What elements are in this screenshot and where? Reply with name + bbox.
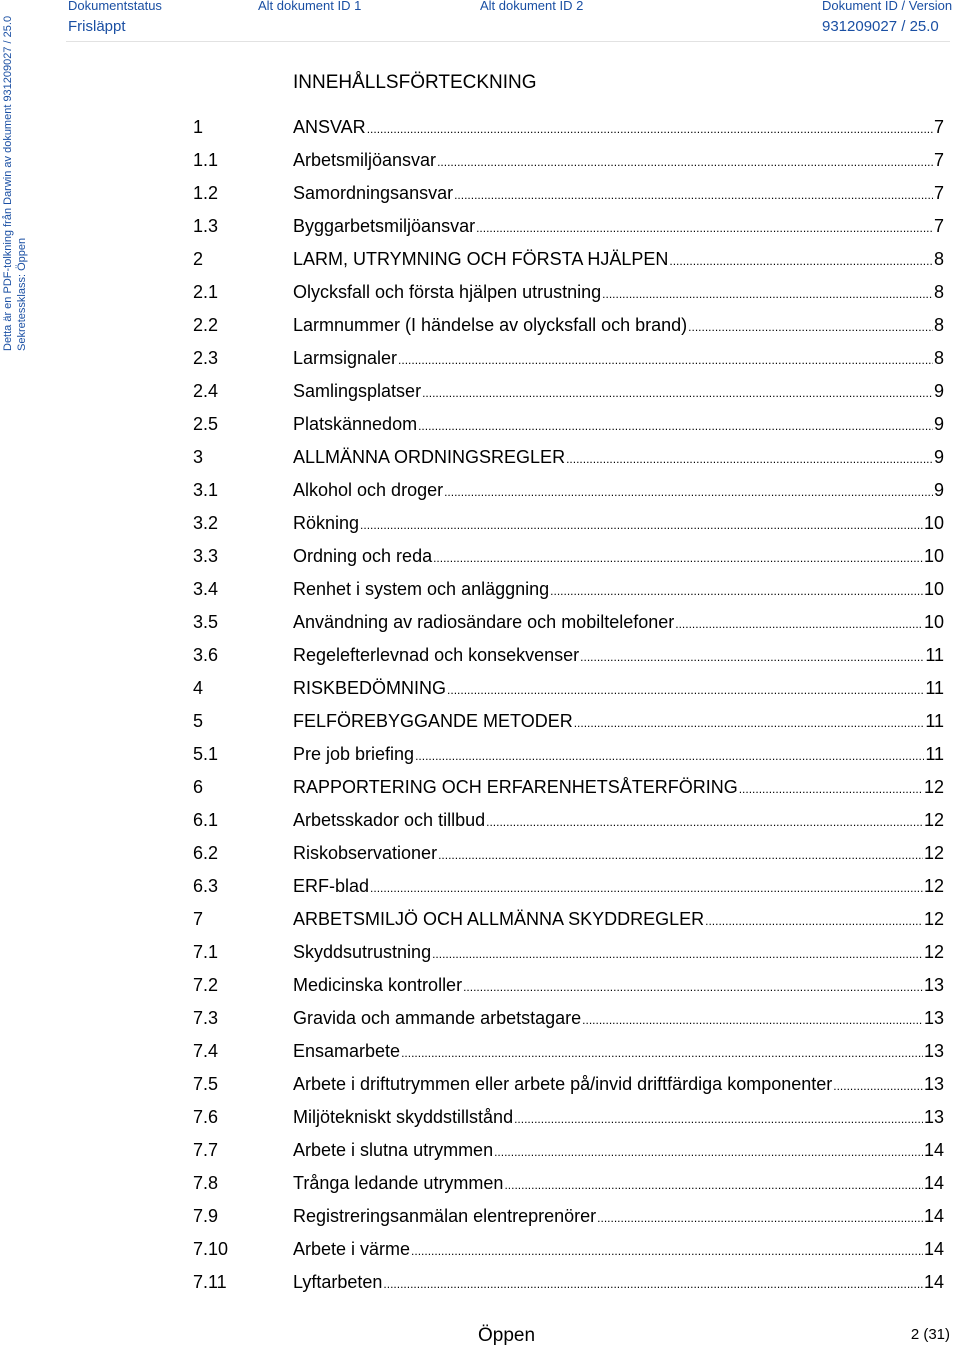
toc-entry[interactable] [0, 1037, 960, 1070]
toc-entry-title: Alkohol och droger [293, 480, 444, 500]
toc-dot-leader [398, 353, 933, 367]
toc-entry-title: Renhet i system och anläggning [293, 579, 550, 599]
toc-entry-title: ARBETSMILJÖ OCH ALLMÄNNA SKYDDREGLER [293, 909, 705, 929]
toc-entry-number: 7.8 [193, 1173, 219, 1193]
toc-dot-leader [411, 1244, 923, 1258]
toc-entry-number: 2.3 [193, 348, 219, 368]
toc-entry-number: 1.1 [193, 150, 219, 170]
toc-entry-title: Trånga ledande utrymmen [293, 1173, 504, 1193]
toc-entry[interactable] [0, 476, 960, 509]
toc-entry-page: 12 [923, 843, 944, 863]
toc-dot-leader [494, 1145, 923, 1159]
toc-entry-page: 7 [933, 150, 944, 170]
toc-entry-page: 13 [923, 1074, 944, 1094]
toc-entry-title: Användning av radiosändare och mobiltelefoner [293, 612, 675, 632]
toc-entry-line [293, 117, 944, 138]
toc-entry-line [293, 513, 944, 534]
toc-entry-title: LARM, UTRYMNING OCH FÖRSTA HJÄLPEN [293, 249, 669, 269]
toc-entry-page: 9 [933, 447, 944, 467]
toc-entry[interactable] [0, 773, 960, 806]
toc-entry-line [293, 843, 944, 864]
header-label-status: Dokumentstatus [68, 0, 162, 13]
toc-entry[interactable] [0, 410, 960, 443]
toc-entry-line [293, 381, 944, 402]
toc-entry-line [293, 315, 944, 336]
footer-page-number: 2 (31) [910, 1326, 950, 1343]
toc-dot-leader [370, 881, 923, 895]
toc-dot-leader [833, 1079, 923, 1093]
toc-entry-number: 7.7 [193, 1140, 219, 1160]
toc-entry-title: Arbetsskador och tillbud [293, 810, 486, 830]
toc-entry-page: 10 [923, 579, 944, 599]
toc-dot-leader [463, 980, 923, 994]
toc-entry-line [293, 744, 944, 765]
toc-entry-page: 11 [925, 645, 944, 665]
toc-entry-page: 12 [923, 876, 944, 896]
toc-entry[interactable] [0, 1103, 960, 1136]
toc-entry-title: Larmsignaler [293, 348, 398, 368]
toc-dot-leader [705, 914, 923, 928]
toc-entry[interactable] [0, 872, 960, 905]
toc-entry-title: Skyddsutrustning [293, 942, 432, 962]
toc-entry[interactable] [0, 1268, 960, 1301]
toc-dot-leader [566, 452, 933, 466]
toc-entry[interactable] [0, 971, 960, 1004]
toc-entry-title: Arbete i värme [293, 1239, 411, 1259]
toc-dot-leader [422, 386, 933, 400]
toc-entry[interactable] [0, 905, 960, 938]
toc-entry-title: Arbetsmiljöansvar [293, 150, 437, 170]
toc-entry-page: 11 [925, 744, 944, 764]
toc-entry[interactable] [0, 146, 960, 179]
toc-dot-leader [367, 122, 933, 136]
toc-entry-number: 2.5 [193, 414, 219, 434]
toc-entry-title: Arbete i driftutrymmen eller arbete på/invid driftfärdiga komponenter [293, 1074, 833, 1094]
toc-entry-number: 7 [193, 909, 204, 929]
toc-entry-number: 1.3 [193, 216, 219, 236]
toc-entry-line [293, 1206, 944, 1227]
toc-entry-title: Olycksfall och första hjälpen utrustning [293, 282, 602, 302]
toc-entry-title: Miljötekniskt skyddstillstånd [293, 1107, 514, 1127]
toc-entry-title: Lyftarbeten [293, 1272, 383, 1292]
toc-entry-title: Larmnummer (I händelse av olycksfall och brand) [293, 315, 688, 335]
toc-entry[interactable] [0, 1169, 960, 1202]
toc-entry-title: Byggarbetsmiljöansvar [293, 216, 476, 236]
toc-entry-line [293, 612, 944, 633]
toc-entry-line [293, 942, 944, 963]
toc-entry-title: Riskobservationer [293, 843, 438, 863]
toc-entry-title: Samordningsansvar [293, 183, 454, 203]
toc-entry[interactable] [0, 707, 960, 740]
toc-entry[interactable] [0, 377, 960, 410]
toc-entry-number: 3.5 [193, 612, 219, 632]
toc-entry[interactable] [0, 443, 960, 476]
toc-dot-leader [688, 320, 933, 334]
toc-entry-number: 7.1 [193, 942, 219, 962]
toc-entry-line [293, 216, 944, 237]
toc-entry-line [293, 1041, 944, 1062]
toc-entry[interactable] [0, 179, 960, 212]
toc-dot-leader [597, 1211, 923, 1225]
toc-dot-leader [486, 815, 923, 829]
toc-entry-title: Ordning och reda [293, 546, 433, 566]
toc-entry-page: 8 [933, 249, 944, 269]
toc-entry-number: 2.1 [193, 282, 219, 302]
toc-entry[interactable] [0, 1004, 960, 1037]
toc-entry-line [293, 546, 944, 567]
toc-entry-number: 5.1 [193, 744, 219, 764]
toc-entry-number: 1 [193, 117, 204, 137]
toc-dot-leader [401, 1046, 923, 1060]
toc-entry[interactable] [0, 278, 960, 311]
toc-entry-page: 14 [923, 1239, 944, 1259]
toc-dot-leader [438, 848, 923, 862]
toc-entry-line [293, 777, 944, 798]
toc-entry-line [293, 183, 944, 204]
toc-entry-number: 3.4 [193, 579, 219, 599]
toc-entry-number: 6 [193, 777, 204, 797]
toc-entry[interactable] [0, 674, 960, 707]
toc-entry-title: FELFÖREBYGGANDE METODER [293, 711, 573, 731]
toc-entry-title: Rökning [293, 513, 360, 533]
header-value-status: Frisläppt [68, 18, 126, 35]
toc-entry-line [293, 975, 944, 996]
toc-dot-leader [476, 221, 933, 235]
header-value-doc: 931209027 / 25.0 [822, 18, 939, 35]
toc-dot-leader [669, 254, 933, 268]
toc-entry-title: ALLMÄNNA ORDNINGSREGLER [293, 447, 566, 467]
toc-entry[interactable] [0, 740, 960, 773]
toc-entry[interactable] [0, 608, 960, 641]
toc-entry-title: ERF-blad [293, 876, 370, 896]
toc-entry[interactable] [0, 806, 960, 839]
toc-entry-title: Regelefterlevnad och konsekvenser [293, 645, 580, 665]
toc-entry[interactable] [0, 839, 960, 872]
toc-entry-line [293, 447, 944, 468]
toc-entry-page: 12 [923, 810, 944, 830]
toc-dot-leader [582, 1013, 923, 1027]
toc-dot-leader [437, 155, 933, 169]
toc-entry-line [293, 810, 944, 831]
toc-entry-line [293, 1239, 944, 1260]
toc-entry-page: 13 [923, 975, 944, 995]
toc-entry-number: 7.3 [193, 1008, 219, 1028]
toc-entry-page: 14 [923, 1173, 944, 1193]
toc-entry-number: 2.2 [193, 315, 219, 335]
footer-classification: Öppen [478, 1325, 536, 1346]
toc-entry-line [293, 1173, 944, 1194]
toc-entry-line [293, 414, 944, 435]
toc-entry-page: 11 [925, 678, 944, 698]
toc-entry-page: 11 [925, 711, 944, 731]
toc-entry-number: 7.4 [193, 1041, 219, 1061]
toc-dot-leader [514, 1112, 923, 1126]
toc-entry-number: 5 [193, 711, 204, 731]
toc-entry-number: 3.1 [193, 480, 219, 500]
toc-entry-page: 9 [933, 381, 944, 401]
toc-entry-number: 3.3 [193, 546, 219, 566]
toc-entry-line [293, 1140, 944, 1161]
toc-entry-title: Samlingsplatser [293, 381, 422, 401]
toc-entry-page: 7 [933, 183, 944, 203]
toc-dot-leader [418, 419, 933, 433]
toc-entry-page: 12 [923, 909, 944, 929]
toc-entry-line [293, 249, 944, 270]
toc-entry[interactable] [0, 344, 960, 377]
toc-entry-page: 12 [923, 942, 944, 962]
toc-entry-title: Arbete i slutna utrymmen [293, 1140, 494, 1160]
toc-dot-leader [580, 650, 924, 664]
toc-entry-title: Registreringsanmälan elentreprenörer [293, 1206, 597, 1226]
toc-entry-number: 2.4 [193, 381, 219, 401]
toc-entry-line [293, 282, 944, 303]
toc-entry-number: 3 [193, 447, 204, 467]
toc-entry[interactable] [0, 641, 960, 674]
toc-dot-leader [550, 584, 923, 598]
toc-entry[interactable] [0, 575, 960, 608]
toc-entry-number: 4 [193, 678, 204, 698]
header-divider [66, 41, 950, 42]
toc-entry[interactable] [0, 1070, 960, 1103]
toc-entry-line [293, 150, 944, 171]
toc-entry-number: 6.2 [193, 843, 219, 863]
toc-dot-leader [504, 1178, 923, 1192]
toc-entry-title: Platskännedom [293, 414, 418, 434]
toc-entry[interactable] [0, 1202, 960, 1235]
toc-dot-leader [433, 551, 923, 565]
toc-entry-number: 7.10 [193, 1239, 229, 1259]
toc-dot-leader [574, 716, 925, 730]
toc-entry-title: Medicinska kontroller [293, 975, 463, 995]
toc-entry-line [293, 1008, 944, 1029]
toc-entry-page: 7 [933, 117, 944, 137]
toc-entry-title: RISKBEDÖMNING [293, 678, 447, 698]
toc-entry-line [293, 909, 944, 930]
toc-entry-number: 7.6 [193, 1107, 219, 1127]
toc-entry-page: 12 [923, 777, 944, 797]
toc-entry-page: 10 [923, 546, 944, 566]
toc-dot-leader [739, 782, 923, 796]
toc-entry[interactable] [0, 113, 960, 146]
toc-entry[interactable] [0, 1136, 960, 1169]
toc-dot-leader [602, 287, 933, 301]
pdf-origin-note: Detta är en PDF-tolkning från Darwin av dokument 931209027 / 25.0 [2, 15, 14, 351]
toc-entry-page: 13 [923, 1041, 944, 1061]
toc-entry-title: RAPPORTERING OCH ERFARENHETSÅTERFÖRING [293, 777, 738, 797]
toc-entry-page: 10 [923, 612, 944, 632]
toc-entry-line [293, 1107, 944, 1128]
toc-entry-page: 10 [923, 513, 944, 533]
toc-dot-leader [360, 518, 923, 532]
toc-dot-leader [383, 1277, 923, 1291]
toc-entry-title: ANSVAR [293, 117, 366, 137]
classification-note: Sekretessklass: Öppen [16, 237, 28, 351]
toc-entry-line [293, 678, 944, 699]
header-labels [0, 0, 960, 14]
toc-dot-leader [454, 188, 933, 202]
toc-entry-number: 3.2 [193, 513, 219, 533]
toc-entry[interactable] [0, 1235, 960, 1268]
toc-entry-page: 13 [923, 1107, 944, 1127]
toc-entry[interactable] [0, 509, 960, 542]
toc-entry-page: 7 [933, 216, 944, 236]
toc-title: INNEHÅLLSFÖRTECKNING [293, 72, 537, 93]
toc-entry-title: Gravida och ammande arbetstagare [293, 1008, 582, 1028]
toc-entry-number: 2 [193, 249, 204, 269]
toc-dot-leader [415, 749, 924, 763]
toc-entry-page: 9 [933, 414, 944, 434]
toc-entry[interactable] [0, 311, 960, 344]
toc-entry-number: 1.2 [193, 183, 219, 203]
header-label-alt1: Alt dokument ID 1 [258, 0, 362, 13]
toc-entry-line [293, 348, 944, 369]
toc-entry-number: 7.2 [193, 975, 219, 995]
toc-entry-line [293, 480, 944, 501]
toc-entry-title: Ensamarbete [293, 1041, 401, 1061]
header-values [0, 18, 960, 38]
toc-entry-page: 14 [923, 1206, 944, 1226]
toc-entry-number: 7.5 [193, 1074, 219, 1094]
toc-entry-line [293, 711, 944, 732]
toc-entry[interactable] [0, 542, 960, 575]
toc-entry-page: 14 [923, 1272, 944, 1292]
toc-dot-leader [432, 947, 923, 961]
toc-entry-title: Pre job briefing [293, 744, 415, 764]
toc-entry-number: 7.9 [193, 1206, 219, 1226]
toc-entry-line [293, 579, 944, 600]
toc-entry-page: 9 [933, 480, 944, 500]
toc-entry-line [293, 876, 944, 897]
toc-entry[interactable] [0, 245, 960, 278]
toc-entry-page: 8 [933, 315, 944, 335]
toc-entry-line [293, 645, 944, 666]
toc-dot-leader [444, 485, 933, 499]
header-label-doc: Dokument ID / Version [822, 0, 953, 13]
toc-entry[interactable] [0, 212, 960, 245]
toc-entry-number: 6.3 [193, 876, 219, 896]
toc-entry-page: 8 [933, 348, 944, 368]
toc-entry-line [293, 1272, 944, 1293]
toc-entry-page: 14 [923, 1140, 944, 1160]
toc-entry-line [293, 1074, 944, 1095]
toc-entry-number: 3.6 [193, 645, 219, 665]
toc-entry-page: 13 [923, 1008, 944, 1028]
toc-dot-leader [447, 683, 924, 697]
header-label-alt2: Alt dokument ID 2 [480, 0, 584, 13]
toc-entry-number: 6.1 [193, 810, 219, 830]
toc-entry-number: 7.11 [193, 1272, 227, 1292]
toc-entry-page: 8 [933, 282, 944, 302]
toc-entry[interactable] [0, 938, 960, 971]
toc-list [0, 113, 960, 1301]
toc-dot-leader [675, 617, 923, 631]
